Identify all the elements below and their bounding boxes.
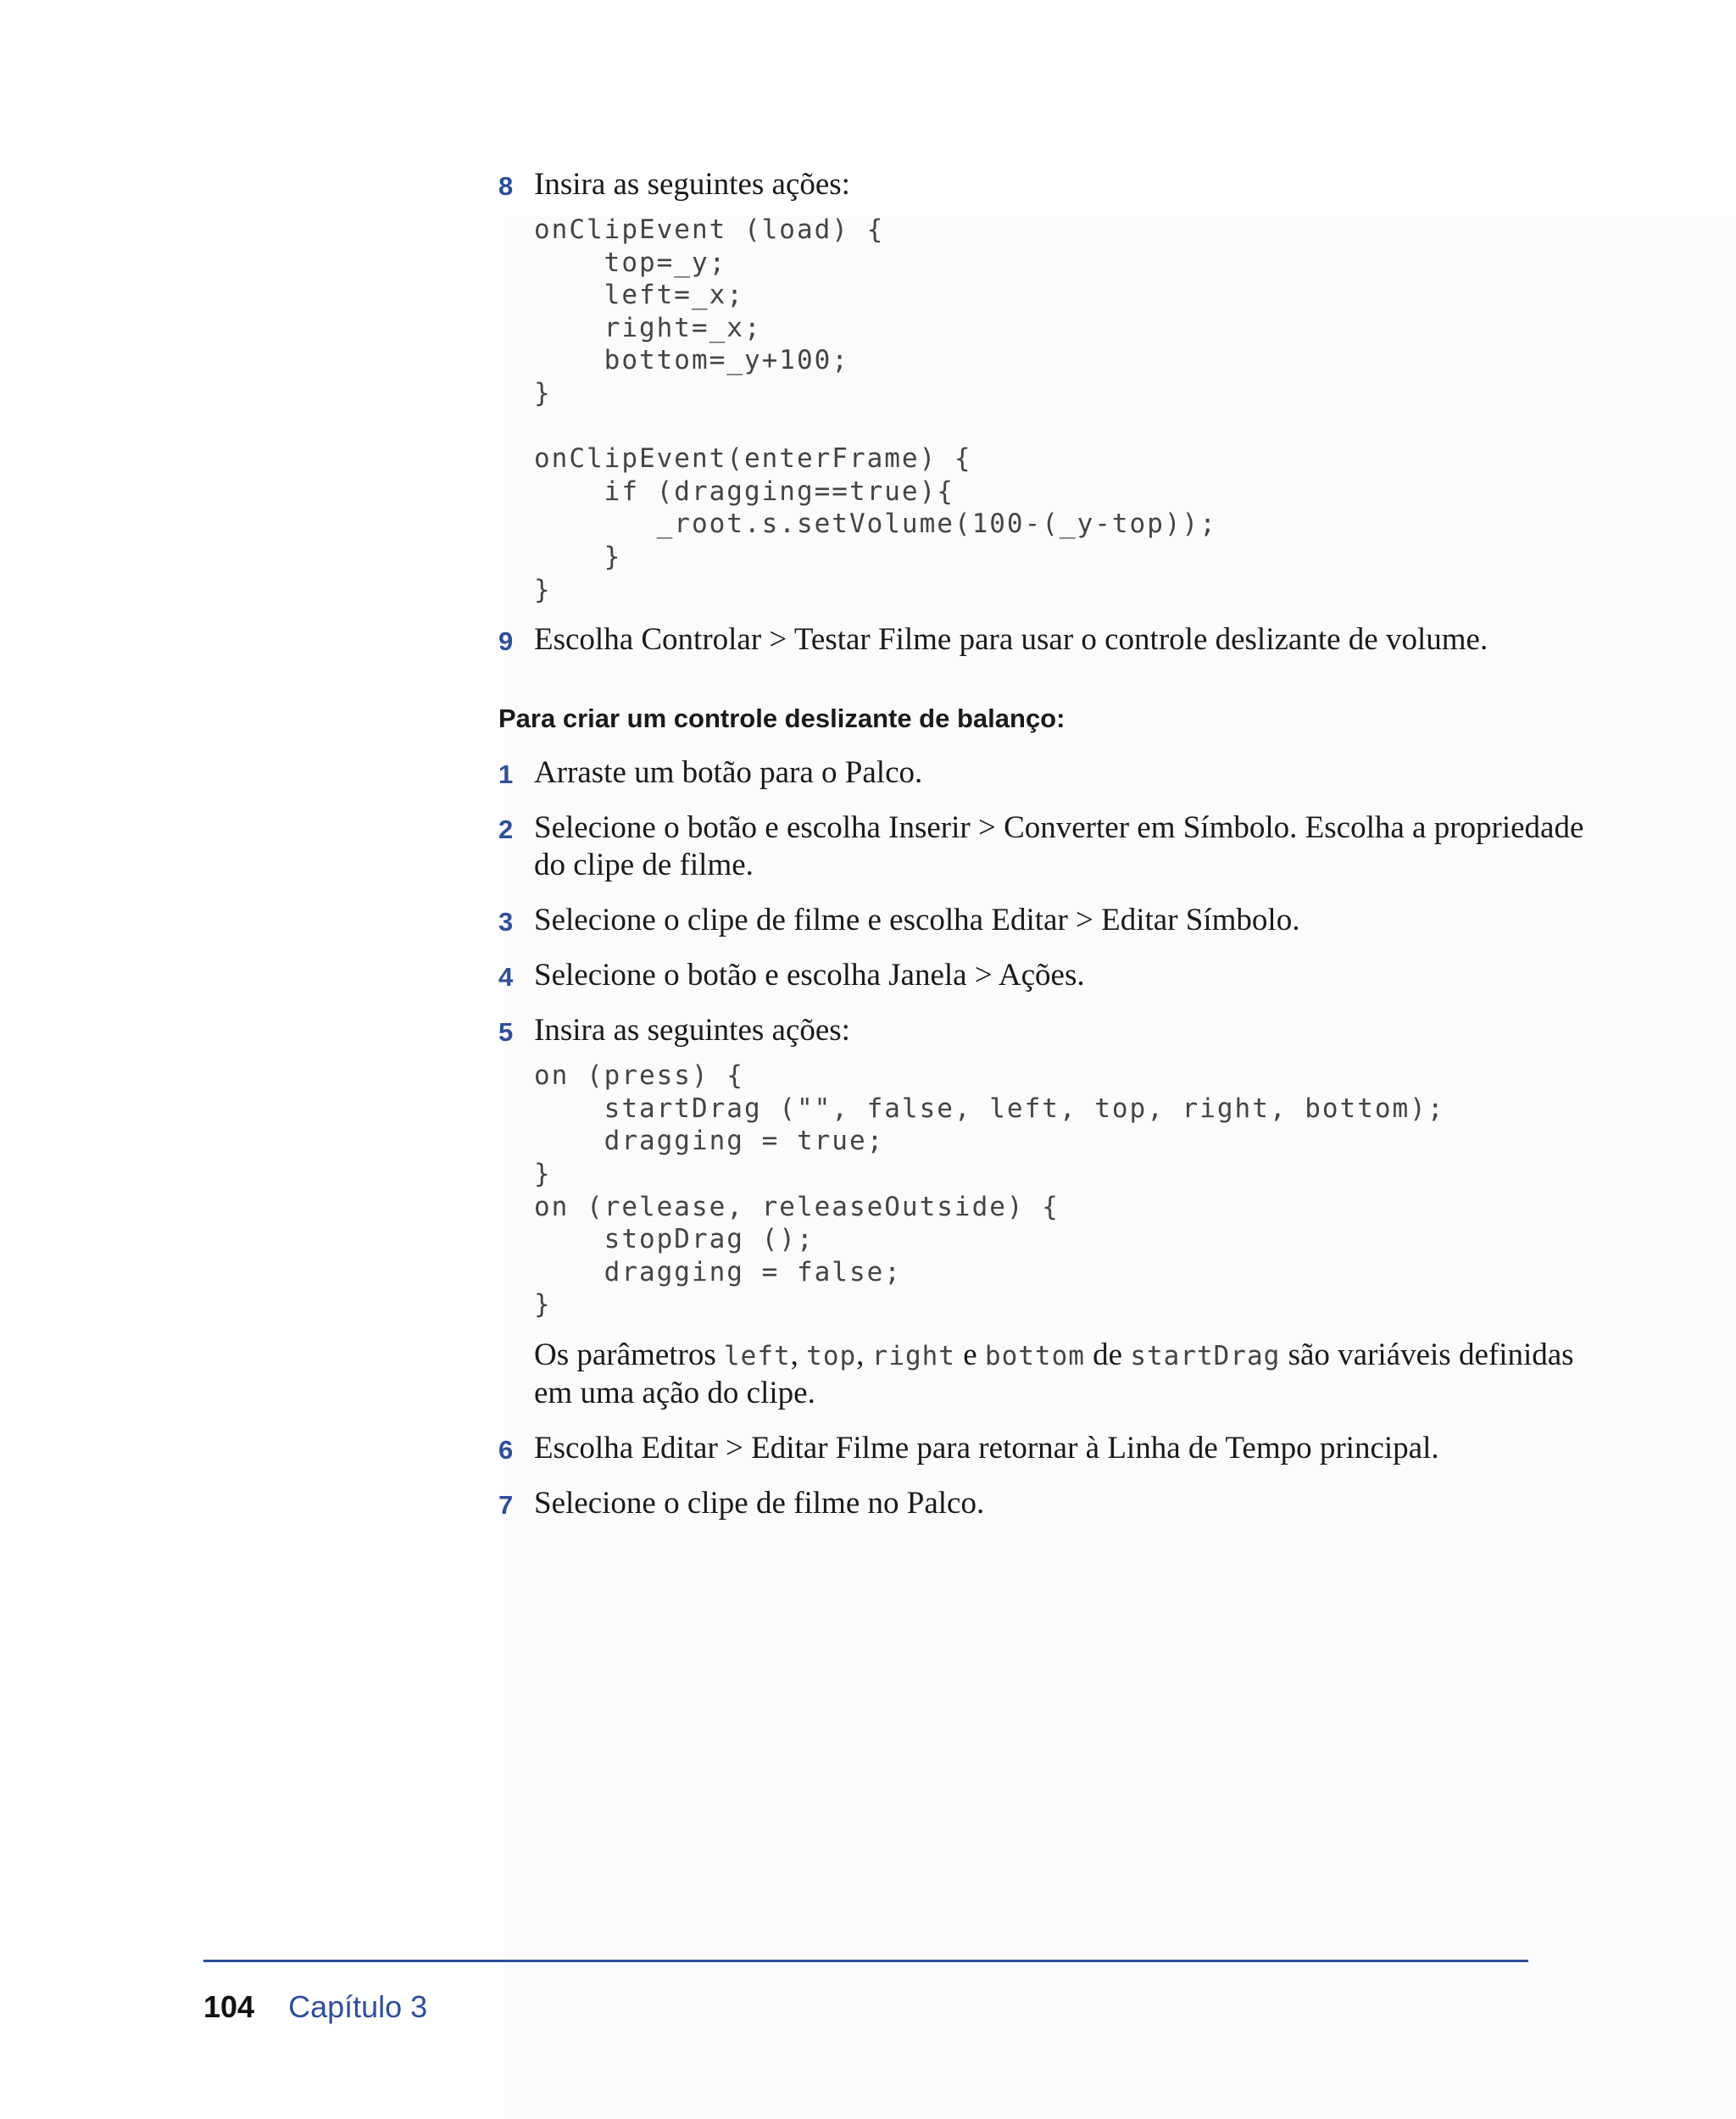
code-line: }: [534, 1289, 552, 1321]
code-line: [534, 410, 1600, 443]
note-text: de: [1084, 1337, 1131, 1372]
section-heading: Para criar um controle deslizante de balanço:: [498, 704, 1066, 734]
step-number: 5: [498, 1017, 514, 1048]
note-code: startDrag: [1130, 1340, 1281, 1371]
code-line: on (release, releaseOutside) {: [534, 1191, 1060, 1222]
code-line: }: [534, 574, 552, 605]
step-1: [498, 754, 1600, 792]
code-line: dragging = true;: [534, 1126, 885, 1157]
step-number: 2: [498, 815, 514, 845]
note-code: left: [724, 1340, 791, 1371]
step-5: [498, 1012, 1600, 1049]
page-content: [498, 166, 1600, 1522]
step-text: Selecione o clipe de filme no Palco.: [534, 1485, 985, 1521]
note-text: ,: [856, 1337, 872, 1372]
step-number: 4: [498, 962, 514, 993]
code-line: stopDrag ();: [534, 1224, 815, 1255]
code-line: left=_x;: [534, 280, 744, 311]
note-code: bottom: [984, 1340, 1085, 1371]
code-line: onClipEvent(enterFrame) {: [534, 443, 972, 475]
step-6: [498, 1430, 1600, 1467]
page-footer: [203, 1988, 427, 2026]
parameters-note: [534, 1337, 1600, 1412]
step-text: Insira as seguintes ações:: [534, 167, 850, 202]
note-code: right: [871, 1340, 955, 1371]
step-text: Escolha Editar > Editar Filme para retornar à Linha de Tempo principal.: [534, 1430, 1439, 1466]
code-line: }: [534, 541, 622, 572]
step-8: [498, 166, 1600, 203]
code-line: }: [534, 377, 552, 409]
step-3: [498, 902, 1600, 939]
note-text: são variáveis definidas em uma ação do clipe.: [534, 1337, 1574, 1410]
note-text: ,: [790, 1337, 807, 1372]
step-text: Selecione o clipe de filme e escolha Editar > Editar Símbolo.: [534, 903, 1300, 938]
step-number: 3: [498, 907, 514, 937]
step-number: 7: [498, 1489, 514, 1520]
code-line: top=_y;: [534, 247, 727, 278]
code-block-clip-event: [534, 214, 1600, 606]
code-line: right=_x;: [534, 312, 762, 343]
code-line: on (press) {: [534, 1060, 744, 1092]
note-code: top: [806, 1340, 857, 1371]
code-line: startDrag ("", false, left, top, right, bottom);: [534, 1093, 1445, 1124]
step-text: Arraste um botão para o Palco.: [534, 755, 923, 791]
code-line: }: [534, 1158, 552, 1189]
code-line: dragging = false;: [534, 1256, 902, 1288]
code-line: if (dragging==true){: [534, 476, 954, 507]
note-text: Os parâmetros: [534, 1337, 724, 1372]
code-line: onClipEvent (load) {: [534, 214, 885, 245]
code-line: bottom=_y+100;: [534, 345, 849, 376]
step-text: Selecione o botão e escolha Janela > Ações.: [534, 958, 1085, 993]
step-number: 9: [498, 626, 514, 657]
step-7: [498, 1485, 1600, 1522]
step-9: [498, 621, 1600, 659]
step-text: Insira as seguintes ações:: [534, 1013, 850, 1048]
step-4: [498, 957, 1600, 994]
step-2: [498, 809, 1600, 884]
step-number: 1: [498, 759, 514, 790]
footer-rule: [203, 1960, 1528, 1962]
step-number: 8: [498, 171, 514, 201]
step-text: Selecione o botão e escolha Inserir > Converter em Símbolo. Escolha a propriedade do clipe de filme.: [534, 810, 1584, 883]
chapter-label: Capítulo 3: [288, 1989, 428, 2024]
code-line: _root.s.setVolume(100-(_y-top));: [534, 509, 1217, 540]
page-number: 104: [203, 1989, 255, 2024]
note-text: e: [954, 1337, 985, 1372]
step-number: 6: [498, 1434, 514, 1465]
step-text: Escolha Controlar > Testar Filme para usar o controle deslizante de volume.: [534, 622, 1488, 658]
code-block-drag: [534, 1060, 1600, 1321]
